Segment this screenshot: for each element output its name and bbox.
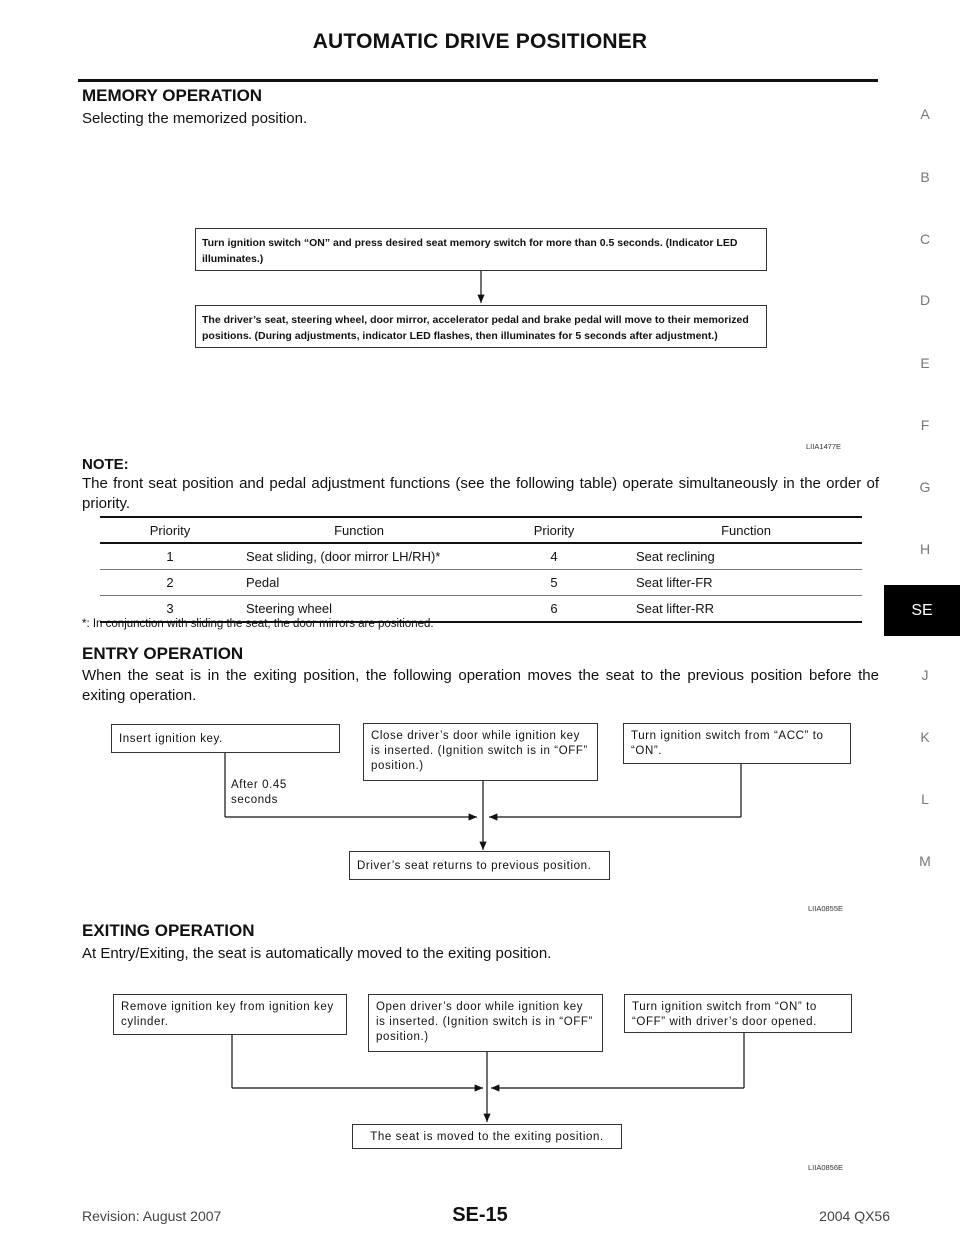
column-header: Priority [100,517,240,543]
table-cell: 4 [478,543,630,570]
memory-step-1-box: Turn ignition switch “ON” and press desired seat memory switch for more than 0.5 seconds. (Indicator LED illuminates.) [195,228,767,271]
page-title: AUTOMATIC DRIVE POSITIONER [312,30,648,53]
entry-heading: ENTRY OPERATION [82,644,244,663]
table-footnote: *: In conjunction with sliding the seat, the door mirrors are positioned. [82,618,434,630]
table-cell: Seat lifter-FR [630,570,862,596]
exiting-heading: EXITING OPERATION [82,921,255,940]
entry-step-insert-key: Insert ignition key. [111,724,340,753]
table-cell: Seat sliding, (door mirror LH/RH)* [240,543,478,570]
side-index-l[interactable]: L [921,791,929,807]
side-index-a[interactable]: A [920,106,930,122]
side-index-k[interactable]: K [920,729,930,745]
side-index-d[interactable]: D [919,292,931,308]
side-index-c[interactable]: C [919,231,931,247]
table-row [100,543,862,570]
exit-step-open-door: Open driver’s door while ignition key is inserted. (Ignition switch is in “OFF” position.) [368,994,603,1052]
table-cell: Seat reclining [630,543,862,570]
exit-step-ignition-off: Turn ignition switch from “ON” to “OFF” with driver’s door opened. [624,994,852,1033]
table-header-row [100,517,862,543]
side-index-e[interactable]: E [920,355,930,371]
table-cell: 2 [100,570,240,596]
side-index-se-active[interactable]: SE [884,585,960,636]
memory-heading: MEMORY OPERATION [82,86,263,105]
note-label: NOTE: [82,456,129,473]
side-index-m[interactable]: M [919,853,931,869]
priority-table [100,516,862,623]
entry-step-close-door: Close driver’s door while ignition key is inserted. (Ignition switch is in “OFF” position.) [363,723,598,781]
entry-delay-label: After 0.45 seconds [231,779,287,806]
column-header: Function [240,517,478,543]
table-cell: Steering wheel [240,596,478,623]
table-cell: 1 [100,543,240,570]
side-index-g[interactable]: G [919,479,931,495]
memory-intro: Selecting the memorized position. [82,110,308,127]
side-index-f[interactable]: F [920,417,930,433]
footer-model: 2004 QX56 [819,1208,890,1224]
side-index-h[interactable]: H [919,541,931,557]
table-cell: Pedal [240,570,478,596]
footer-page-number: SE-15 [452,1204,508,1226]
entry-step-ignition-on: Turn ignition switch from “ACC” to “ON”. [623,723,851,764]
exit-result-box: The seat is moved to the exiting position. [352,1124,622,1149]
exit-step-remove-key: Remove ignition key from ignition key cylinder. [113,994,347,1035]
table-row [100,570,862,596]
table-cell: 5 [478,570,630,596]
memory-step-2-box: The driver’s seat, steering wheel, door mirror, accelerator pedal and brake pedal will move to their memorized positions. (During adjustments, indicator LED flashes, then illuminates for 5 seconds after adjustment.) [195,305,767,348]
entry-result-box: Driver’s seat returns to previous position. [349,851,610,880]
side-index-b[interactable]: B [920,169,930,185]
table-cell: 3 [100,596,240,623]
footer-revision: Revision: August 2007 [82,1208,222,1224]
figure-id: LIIA0855E [808,904,844,913]
figure-id: LIIA0856E [808,1163,844,1172]
side-index-j[interactable]: J [921,667,929,683]
entry-intro: When the seat is in the exiting position, the following operation moves the seat to the previous position before the exiting operation. [82,667,879,704]
column-header: Function [630,517,862,543]
table-cell: Seat lifter-RR [630,596,862,623]
column-header: Priority [478,517,630,543]
figure-id: LIIA1477E [806,442,842,451]
table-cell: 6 [478,596,630,623]
exiting-intro: At Entry/Exiting, the seat is automatically moved to the exiting position. [82,945,552,962]
note-text: The front seat position and pedal adjustment functions (see the following table) operate simultaneously in the order of priority. [82,475,879,512]
